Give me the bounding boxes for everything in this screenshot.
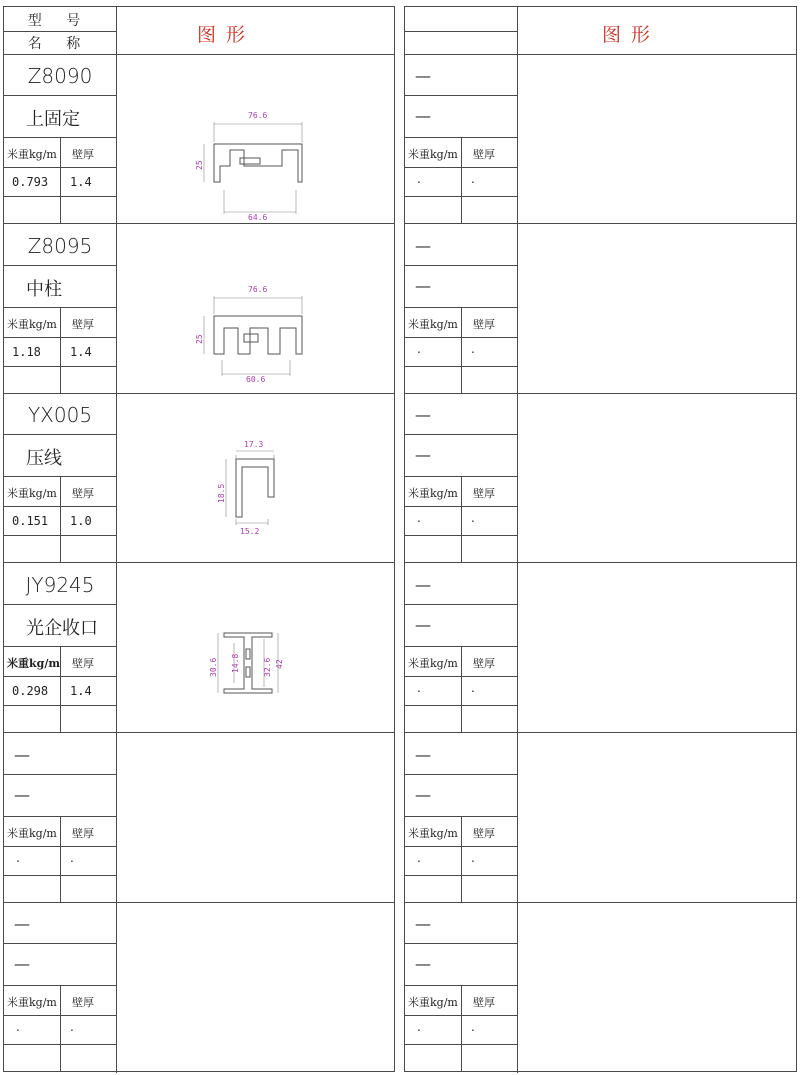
thickness-value: . (471, 511, 475, 525)
weight-thickness-divider (461, 646, 462, 733)
name-placeholder: — (415, 276, 431, 295)
dimension-inner-width: 15.2 (240, 527, 260, 536)
thickness-value: . (471, 342, 475, 356)
profile-name: 压线 (26, 448, 62, 469)
weight-label: 米重kg/m (7, 148, 57, 161)
thickness-label: 壁厚 (473, 827, 495, 840)
sub-row-line (405, 774, 517, 775)
profile-table-right (404, 6, 797, 1072)
model-placeholder: — (415, 745, 431, 764)
weight-thickness-divider (461, 476, 462, 563)
dimension-slot: 14.8 (231, 653, 240, 673)
thickness-value: . (70, 1020, 74, 1034)
weight-label: 米重kg/m (408, 148, 458, 161)
weight-value: . (417, 681, 421, 695)
model-placeholder: — (415, 575, 431, 594)
weight-value: . (16, 1020, 20, 1034)
header-divider (4, 31, 116, 32)
name-header-cell (4, 31, 116, 54)
model-placeholder: — (14, 914, 30, 933)
weight-value: 0.151 (12, 514, 49, 528)
weight-label: 米重kg/m (7, 996, 57, 1009)
sub-row-line (4, 943, 116, 944)
header-divider (405, 31, 517, 32)
right-row-1 (405, 54, 796, 224)
dimension-inner-width: 60.6 (246, 375, 266, 384)
thickness-label: 壁厚 (72, 318, 94, 331)
thickness-label: 壁厚 (72, 148, 94, 161)
name-placeholder: — (415, 615, 431, 634)
thickness-label: 壁厚 (72, 996, 94, 1009)
dimension-height: 25 (195, 160, 204, 170)
weight-thickness-divider (60, 476, 61, 563)
sub-row-line (4, 95, 116, 96)
thickness-label: 壁厚 (473, 318, 495, 331)
weight-thickness-divider (461, 307, 462, 394)
sub-row-line (405, 604, 517, 605)
figure-header-right: 图 形 (602, 24, 653, 46)
dimension-height: 18.5 (217, 483, 226, 503)
weight-value: . (417, 1020, 421, 1034)
model-placeholder: — (415, 405, 431, 424)
model-number: YX005 (27, 403, 93, 427)
dimension-width: 17.3 (244, 440, 264, 449)
name-placeholder: — (415, 445, 431, 464)
weight-label: 米重kg/m (408, 318, 458, 331)
thickness-value: 1.4 (70, 345, 92, 359)
figure-header-left: 图 形 (197, 24, 248, 46)
row-bottom-line (405, 1071, 796, 1072)
thickness-value: . (471, 172, 475, 186)
dimension-total-height: 42 (275, 659, 284, 669)
thickness-value: . (471, 851, 475, 865)
weight-label: 米重kg/m (7, 657, 60, 670)
mullion-profile-icon (184, 264, 384, 384)
weight-label: 米重kg/m (408, 827, 458, 840)
thickness-label: 壁厚 (72, 827, 94, 840)
left-row-5 (4, 733, 394, 903)
right-row-2 (405, 224, 796, 394)
dimension-height: 25 (195, 334, 204, 344)
name-header-label: 名 称 (27, 36, 91, 52)
thickness-value: . (471, 1020, 475, 1034)
weight-value: . (417, 172, 421, 186)
thickness-value: 1.0 (70, 514, 92, 528)
model-number: Z8095 (27, 234, 93, 258)
weight-value: 0.298 (12, 684, 49, 698)
sub-row-line (405, 434, 517, 435)
top-fixed-profile-icon (184, 94, 384, 222)
weight-thickness-divider (60, 307, 61, 394)
sub-row-line (405, 95, 517, 96)
thickness-value: 1.4 (70, 684, 92, 698)
sub-row-line (4, 604, 116, 605)
model-header-label: 型 号 (27, 13, 91, 29)
name-placeholder: — (415, 106, 431, 125)
thickness-label: 壁厚 (72, 487, 94, 500)
weight-thickness-divider (461, 816, 462, 903)
model-placeholder: — (415, 236, 431, 255)
sub-row-line (4, 265, 116, 266)
right-row-6 (405, 902, 796, 1072)
dimension-inner-width: 64.6 (248, 213, 268, 222)
weight-value: 1.18 (12, 345, 41, 359)
profile-table-left (3, 6, 395, 1072)
model-placeholder: — (14, 745, 30, 764)
weight-label: 米重kg/m (7, 827, 57, 840)
sub-row-line (4, 774, 116, 775)
row-bottom-line (4, 1071, 394, 1072)
name-placeholder: — (14, 954, 30, 973)
model-placeholder: — (415, 66, 431, 85)
profile-name: 中柱 (26, 279, 62, 300)
weight-value: . (417, 511, 421, 525)
weight-label: 米重kg/m (7, 487, 57, 500)
weight-label: 米重kg/m (408, 487, 458, 500)
right-row-3 (405, 393, 796, 563)
model-placeholder: — (415, 914, 431, 933)
dimension-width: 76.6 (248, 285, 268, 294)
profile-name: 光企收口 (26, 618, 98, 639)
weight-thickness-divider (461, 137, 462, 224)
left-row-1 (4, 54, 394, 224)
weight-value: . (417, 342, 421, 356)
weight-thickness-divider (60, 985, 61, 1072)
left-row-2 (4, 224, 394, 394)
thickness-value: . (471, 681, 475, 695)
edge-trim-profile-icon (204, 603, 404, 723)
sub-row-line (405, 943, 517, 944)
weight-label: 米重kg/m (408, 657, 458, 670)
weight-label: 米重kg/m (7, 318, 57, 331)
thickness-label: 壁厚 (473, 487, 495, 500)
right-row-5 (405, 733, 796, 903)
dimension-outer-height: 30.6 (209, 657, 218, 677)
thickness-label: 壁厚 (473, 996, 495, 1009)
weight-thickness-divider (60, 646, 61, 733)
thickness-value: . (70, 851, 74, 865)
thickness-value: 1.4 (70, 175, 92, 189)
profile-name: 上固定 (26, 109, 80, 130)
weight-label: 米重kg/m (408, 996, 458, 1009)
model-number: Z8090 (27, 64, 93, 88)
dimension-width: 76.6 (248, 111, 268, 120)
name-placeholder: — (14, 785, 30, 804)
thickness-label: 壁厚 (473, 657, 495, 670)
weight-thickness-divider (60, 137, 61, 224)
weight-value: . (417, 851, 421, 865)
weight-thickness-divider (461, 985, 462, 1072)
left-row-6 (4, 902, 394, 1072)
sub-row-line (4, 434, 116, 435)
glazing-bead-profile-icon (204, 433, 404, 553)
left-row-4 (4, 563, 394, 733)
right-row-4 (405, 563, 796, 733)
thickness-label: 壁厚 (72, 657, 94, 670)
weight-value: . (16, 851, 20, 865)
weight-value: 0.793 (12, 175, 49, 189)
name-placeholder: — (415, 785, 431, 804)
name-placeholder: — (415, 954, 431, 973)
model-header-cell (4, 7, 116, 31)
dimension-inner-height: 32.6 (263, 657, 272, 677)
model-number: JY9245 (25, 573, 95, 597)
weight-thickness-divider (60, 816, 61, 903)
sub-row-line (405, 265, 517, 266)
left-row-3 (4, 393, 394, 563)
thickness-label: 壁厚 (473, 148, 495, 161)
